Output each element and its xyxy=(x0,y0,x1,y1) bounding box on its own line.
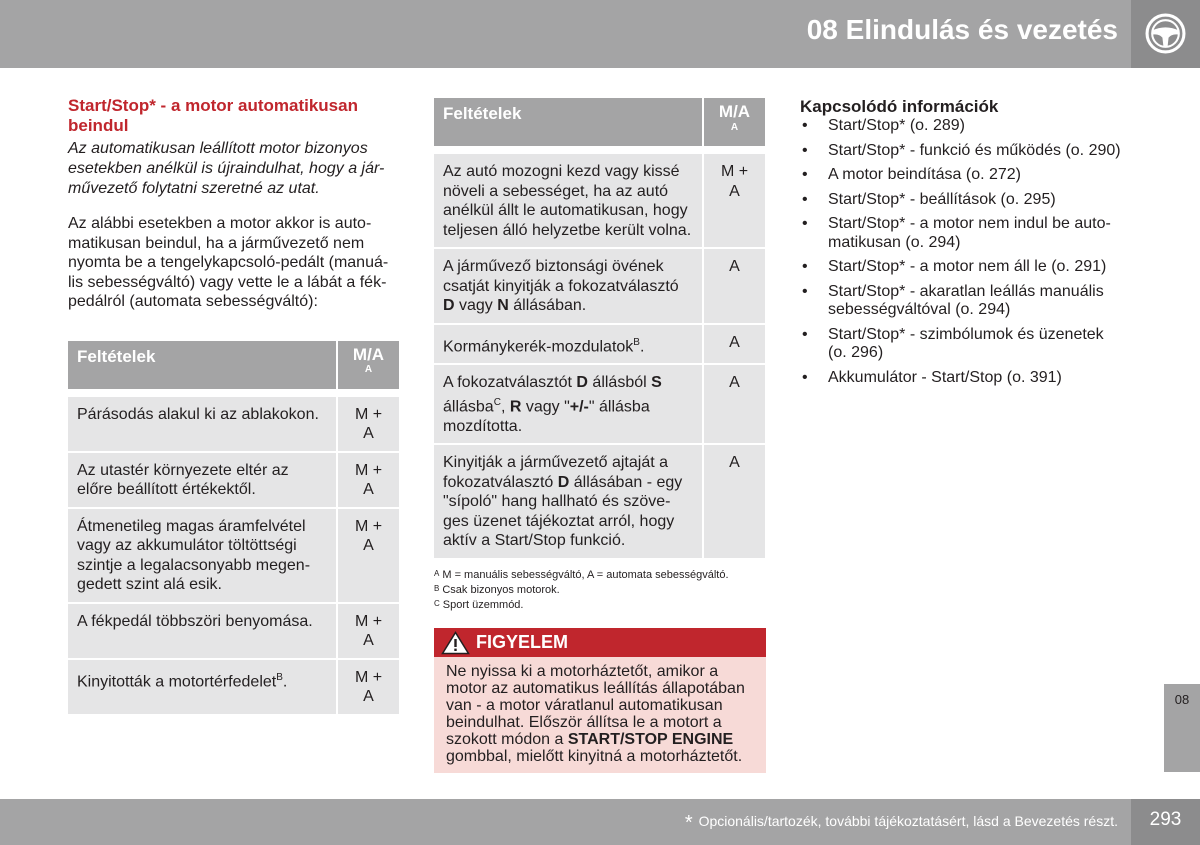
table-row xyxy=(68,659,399,714)
page-header xyxy=(0,0,1200,68)
footnotes xyxy=(434,567,766,612)
table-header-conditions: Feltételek xyxy=(68,341,337,393)
bullet-icon: • xyxy=(802,368,808,386)
condition-cell: A fokozatválasztót D állásból S állásba$^C$, R vagy "+/-" állásba mozdította. xyxy=(434,364,703,444)
ma-cell: A xyxy=(703,324,765,365)
footnote: A M = manuális sebességváltó, A = automata sebességváltó. xyxy=(434,568,729,581)
warning-title: FIGYELEM xyxy=(476,631,569,652)
footnote: B Csak bizonyos motorok. xyxy=(434,583,560,596)
ma-cell: M + A xyxy=(337,393,399,452)
table-row xyxy=(68,603,399,659)
list-item[interactable]: • Start/Stop* - a motor nem indul be auto- matikusan (o. 294) xyxy=(802,215,1111,251)
ma-cell: M + A xyxy=(703,150,765,248)
left-column xyxy=(68,96,400,714)
condition-cell: Az autó mozogni kezd vagy kissé növeli a sebességet, ha az autó anélkül állt le automatikusan, hogy teljesen álló helyzetbe került volna. xyxy=(434,150,703,248)
list-item[interactable]: • Start/Stop* - a motor nem áll le (o. 291) xyxy=(802,258,1107,275)
list-item[interactable]: • Start/Stop* - funkció és működés (o. 290) xyxy=(802,141,1121,159)
bullet-icon: • xyxy=(802,325,808,343)
list-item[interactable]: • Start/Stop* (o. 289) xyxy=(802,117,965,134)
chapter-icon-box xyxy=(1131,0,1200,68)
table-row xyxy=(68,452,399,508)
warning-header xyxy=(434,628,766,657)
table-row xyxy=(434,364,765,444)
right-column xyxy=(800,97,1140,387)
condition-cell: Átmenetileg magas áramfelvétel vagy az akkumulátor töltöttségi szintje a legalacsonyabb megen- gedett szint alá esik. xyxy=(68,508,337,603)
table-row xyxy=(434,248,765,324)
list-item[interactable]: • A motor beindítása (o. 272) xyxy=(802,166,1021,183)
condition-cell: Az utastér környezete eltér az előre beállított értékektől. xyxy=(68,452,337,508)
ma-cell: M + A xyxy=(337,603,399,659)
footer-note: * Opcionális/tartozék, további tájékoztatásért, lásd a Bevezetés részt. xyxy=(684,812,1118,834)
bullet-icon: • xyxy=(802,215,808,232)
conditions-table-right xyxy=(434,98,765,558)
section-heading: Start/Stop* - a motor automatikusan beindul xyxy=(68,96,358,135)
condition-cell: Kormánykerék-mozdulatok$^B$. xyxy=(434,324,703,365)
table-row xyxy=(434,150,765,248)
bullet-icon: • xyxy=(802,190,808,208)
ma-cell: M + A xyxy=(337,659,399,714)
chapter-title: 08 Elindulás és vezetés xyxy=(806,14,1118,45)
ma-cell: A xyxy=(703,248,765,324)
ma-cell: A xyxy=(703,444,765,558)
condition-cell: Párásodás alakul ki az ablakokon. xyxy=(68,393,337,452)
condition-cell: Kinyitották a motortérfedelet$^B$. xyxy=(68,659,337,714)
steering-wheel-icon xyxy=(1145,13,1186,54)
warning-triangle-icon xyxy=(441,631,470,655)
list-item[interactable]: • Start/Stop* - akaratlan leállás manuális sebességváltóval (o. 294) xyxy=(802,282,1104,318)
page-footer xyxy=(0,799,1200,845)
page-number-box xyxy=(1131,799,1200,845)
chapter-tab: 08 xyxy=(1164,684,1200,772)
body-text: Az alábbi esetekben a motor akkor is auto- matikusan beindul, ha a járművezető nem nyomta be a tengelykapcsoló-pedált (manuá- lis sebességváltó) vagy vette le a lábát a fék- pedálról (automata sebességváltó): xyxy=(68,215,389,310)
bullet-icon: • xyxy=(802,258,808,275)
bullet-icon: • xyxy=(802,166,808,183)
table-row xyxy=(68,393,399,452)
list-item[interactable]: • Akkumulátor - Start/Stop (o. 391) xyxy=(802,368,1062,386)
table-row xyxy=(434,324,765,365)
ma-cell: A xyxy=(703,364,765,444)
condition-cell: A járművező biztonsági övének csatját kinyitják a fokozatválasztó D vagy N állásában. xyxy=(434,248,703,324)
condition-cell: A fékpedál többszöri benyomása. xyxy=(68,603,337,659)
table-row xyxy=(434,444,765,558)
ma-cell: M + A xyxy=(337,452,399,508)
list-item[interactable]: • Start/Stop* - beállítások (o. 295) xyxy=(802,190,1056,208)
warning-text: Ne nyissa ki a motorháztetőt, amikor a motor az automatikus leállítás állapotában van - a motor váratlanul automatikusan beindulhat. Először állítsa le a motort a szokott módon a START/STOP ENGINE gombbal, mielőtt kinyitná a motorháztetőt. xyxy=(434,657,766,773)
conditions-table-left xyxy=(68,341,399,714)
footnote: C Sport üzemmód. xyxy=(434,598,524,611)
bullet-icon: • xyxy=(802,282,808,300)
bullet-icon: • xyxy=(802,117,808,134)
table-header-ma: M/A A xyxy=(703,98,765,150)
warning-box xyxy=(434,628,766,773)
page-number: 293 xyxy=(1149,809,1182,830)
table-row xyxy=(68,508,399,603)
condition-cell: Kinyitják a járművezető ajtaját a fokozatválasztó D állásában - egy "sípoló" hang hallható és szöve- ges üzenet tájékoztat arról, hogy aktív a Start/Stop funkció. xyxy=(434,444,703,558)
intro-text: Az automatikusan leállított motor bizonyos esetekben anélkül is újraindulhat, hogy a jár- művezető folytatni szeretné az utat. xyxy=(68,140,385,197)
related-info-list xyxy=(800,117,1140,387)
middle-column xyxy=(434,98,766,773)
bullet-icon: • xyxy=(802,141,808,159)
ma-cell: M + A xyxy=(337,508,399,603)
table-header-ma: M/A A xyxy=(337,341,399,393)
list-item[interactable]: • Start/Stop* - szimbólumok és üzenetek (o. 296) xyxy=(802,325,1104,361)
table-header-conditions: Feltételek xyxy=(434,98,703,150)
related-info-title: Kapcsolódó információk xyxy=(800,97,999,116)
